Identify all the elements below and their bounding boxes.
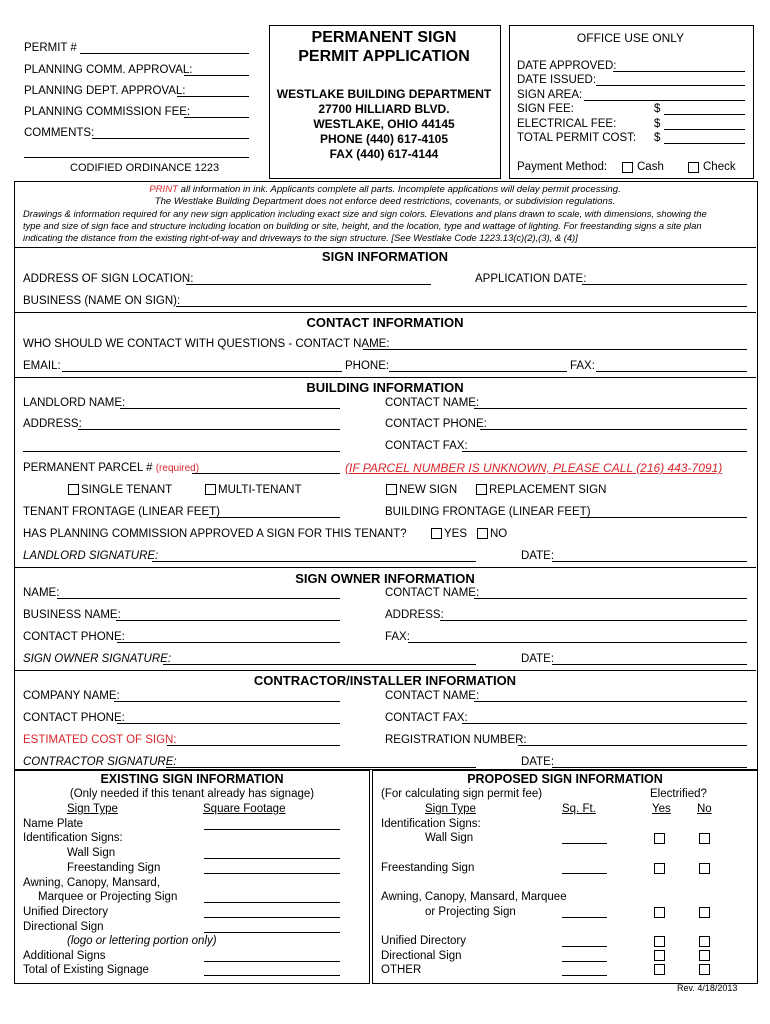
business-name-on-sign-field[interactable]: [176, 306, 747, 307]
existing-sign-subtitle: (Only needed if this tenant already has signage): [69, 788, 315, 800]
divider-building-info: [14, 377, 756, 378]
codified-ordinance: CODIFIED ORDINANCE 1223: [70, 162, 220, 174]
landlord-contact-fax-label: CONTACT FAX:: [385, 440, 468, 452]
owner-address-label: ADDRESS:: [385, 609, 444, 621]
business-name-on-sign-label: BUSINESS (NAME ON SIGN):: [23, 295, 181, 307]
owner-contact-name-label: CONTACT NAME:: [385, 587, 480, 599]
owner-contact-phone-label: CONTACT PHONE:: [23, 631, 125, 643]
sign-fee-label: SIGN FEE:: [517, 103, 574, 115]
check-checkbox[interactable]: [688, 162, 699, 173]
proposed-awning-no-checkbox[interactable]: [699, 907, 710, 918]
print-emphasis: PRINT: [149, 184, 178, 195]
planning-comm-approval-field[interactable]: [184, 75, 249, 76]
existing-unified-directory: Unified Directory: [23, 906, 108, 918]
replacement-sign-checkbox[interactable]: [476, 484, 487, 495]
existing-name-plate-sqft[interactable]: [204, 829, 340, 830]
who-to-contact-field[interactable]: [363, 349, 747, 350]
proposed-wall-sqft[interactable]: [562, 843, 607, 844]
existing-name-plate: Name Plate: [23, 818, 84, 830]
owner-date-label: DATE:: [521, 653, 555, 665]
owner-business-name-label: BUSINESS NAME:: [23, 609, 121, 621]
registration-number-field[interactable]: [518, 745, 747, 746]
landlord-signature-field[interactable]: [152, 561, 476, 562]
sign-info-title: SIGN INFORMATION: [321, 249, 449, 264]
existing-directional-sqft[interactable]: [204, 932, 340, 933]
landlord-name-field[interactable]: [120, 408, 340, 409]
contractor-signature-label: CONTRACTOR SIGNATURE:: [23, 756, 177, 768]
permit-number-label: PERMIT #: [24, 42, 77, 54]
landlord-contact-phone-label: CONTACT PHONE:: [385, 418, 487, 430]
owner-business-name-field[interactable]: [116, 620, 340, 621]
check-label: Check: [703, 161, 736, 173]
proposed-awning-yes-checkbox[interactable]: [654, 907, 665, 918]
new-sign-label: NEW SIGN: [399, 484, 458, 496]
proposed-freestanding-yes-checkbox[interactable]: [654, 863, 665, 874]
proposed-identification: Identification Signs:: [381, 818, 481, 830]
proposed-awning-sqft[interactable]: [562, 917, 607, 918]
application-date-field[interactable]: [582, 284, 747, 285]
sign-address-field[interactable]: [186, 284, 431, 285]
divider-contact-info: [14, 312, 756, 313]
company-name-field[interactable]: [114, 701, 340, 702]
owner-contact-name-field[interactable]: [474, 598, 747, 599]
proposed-other: OTHER: [381, 964, 422, 976]
proposed-col-sign-type: Sign Type: [425, 803, 476, 815]
page-title-line2: PERMIT APPLICATION: [298, 48, 470, 65]
company-name-label: COMPANY NAME:: [23, 690, 120, 702]
proposed-unified-sqft[interactable]: [562, 946, 607, 947]
dept-city: WESTLAKE, OHIO 44145: [313, 117, 455, 131]
owner-date-field[interactable]: [552, 664, 747, 665]
contractor-contact-fax-label: CONTACT FAX:: [385, 712, 468, 724]
office-use-box: [509, 25, 754, 179]
replacement-sign-label: REPLACEMENT SIGN: [489, 484, 607, 496]
owner-name-label: NAME:: [23, 587, 60, 599]
estimated-cost-label: ESTIMATED COST OF SIGN:: [23, 734, 177, 746]
contractor-contact-fax-field[interactable]: [462, 723, 747, 724]
parcel-number-text: PERMANENT PARCEL #: [23, 462, 153, 474]
phone-field[interactable]: [389, 371, 567, 372]
multi-tenant-label: MULTI-TENANT: [218, 484, 302, 496]
phone-label: PHONE:: [345, 360, 390, 372]
proposed-awning-line2: or Projecting Sign: [425, 906, 516, 918]
proposed-directional-sqft[interactable]: [562, 961, 607, 962]
tenant-frontage-field[interactable]: [209, 517, 340, 518]
existing-total-sqft[interactable]: [204, 975, 340, 976]
page-title-line1: PERMANENT SIGN: [311, 29, 457, 46]
planning-commission-fee-label: PLANNING COMMISSION FEE:: [24, 106, 191, 118]
landlord-contact-name-label: CONTACT NAME:: [385, 397, 480, 409]
dept-phone: PHONE (440) 617-4105: [319, 132, 449, 146]
contractor-title: CONTRACTOR/INSTALLER INFORMATION: [253, 673, 517, 688]
existing-col-square-footage: Square Footage: [203, 803, 286, 815]
proposed-freestanding-sqft[interactable]: [562, 873, 607, 874]
landlord-contact-name-field[interactable]: [474, 408, 747, 409]
planning-no-checkbox[interactable]: [477, 528, 488, 539]
landlord-contact-fax-field[interactable]: [462, 451, 747, 452]
comments-field-1[interactable]: [92, 138, 249, 139]
planning-commission-fee-field[interactable]: [184, 117, 249, 118]
proposed-directional-sign: Directional Sign: [381, 950, 462, 962]
proposed-wall-no-checkbox[interactable]: [699, 833, 710, 844]
existing-additional-signs: Additional Signs: [23, 950, 106, 962]
revision-date: Rev. 4/18/2013: [677, 983, 738, 993]
owner-signature-label: SIGN OWNER SIGNATURE:: [23, 653, 172, 665]
electrical-fee-field[interactable]: [664, 129, 745, 130]
sign-fee-dollar: $: [654, 103, 661, 115]
landlord-date-label: DATE:: [521, 550, 555, 562]
parcel-unknown-note: (IF PARCEL NUMBER IS UNKNOWN, PLEASE CALL (216) 443-7091): [345, 461, 723, 475]
comments-field-2[interactable]: [24, 157, 249, 158]
existing-logo-note: (logo or lettering portion only): [67, 935, 217, 947]
existing-directional-sign: Directional Sign: [23, 921, 104, 933]
owner-fax-field[interactable]: [408, 642, 747, 643]
proposed-directional-yes-checkbox[interactable]: [654, 950, 665, 961]
planning-approved-label: HAS PLANNING COMMISSION APPROVED A SIGN FOR THIS TENANT?: [23, 528, 407, 540]
permit-number-field[interactable]: [80, 53, 249, 54]
proposed-other-no-checkbox[interactable]: [699, 964, 710, 975]
divider-sign-info: [14, 247, 756, 248]
proposed-electrified: Electrified?: [650, 788, 707, 800]
landlord-name-label: LANDLORD NAME:: [23, 397, 126, 409]
landlord-address-field-2[interactable]: [23, 451, 340, 452]
total-permit-cost-field[interactable]: [664, 143, 745, 144]
planning-dept-approval-label: PLANNING DEPT. APPROVAL:: [24, 85, 186, 97]
planning-comm-approval-label: PLANNING COMM. APPROVAL:: [24, 64, 193, 76]
date-issued-field[interactable]: [596, 85, 745, 86]
owner-fax-label: FAX:: [385, 631, 410, 643]
existing-unified-directory-sqft[interactable]: [204, 917, 340, 918]
building-info-title: BUILDING INFORMATION: [306, 380, 464, 395]
existing-total-signage: Total of Existing Signage: [23, 964, 149, 976]
date-approved-label: DATE APPROVED:: [517, 60, 617, 72]
planning-yes-label: YES: [444, 528, 468, 540]
owner-signature-field[interactable]: [163, 664, 476, 665]
sign-area-label: SIGN AREA:: [517, 89, 583, 101]
contractor-contact-phone-field[interactable]: [117, 723, 340, 724]
owner-address-field[interactable]: [440, 620, 747, 621]
parcel-number-field[interactable]: [192, 473, 340, 474]
dept-fax: FAX (440) 617-4144: [329, 147, 439, 161]
multi-tenant-checkbox[interactable]: [205, 484, 216, 495]
proposed-freestanding-no-checkbox[interactable]: [699, 863, 710, 874]
fax-field[interactable]: [596, 371, 747, 372]
proposed-directional-no-checkbox[interactable]: [699, 950, 710, 961]
dept-name: WESTLAKE BUILDING DEPARTMENT: [276, 87, 492, 101]
existing-awning-line1: Awning, Canopy, Mansard,: [23, 877, 161, 889]
sign-address-label: ADDRESS OF SIGN LOCATION:: [23, 273, 194, 285]
contractor-date-label: DATE:: [521, 756, 555, 768]
single-tenant-label: SINGLE TENANT: [81, 484, 173, 496]
existing-wall-sign: Wall Sign: [67, 847, 116, 859]
existing-sign-title: EXISTING SIGN INFORMATION: [100, 772, 284, 786]
parcel-number-label: [23, 462, 199, 475]
contractor-contact-phone-label: CONTACT PHONE:: [23, 712, 125, 724]
sign-area-field[interactable]: [584, 100, 745, 101]
planning-dept-approval-field[interactable]: [177, 96, 249, 97]
email-field[interactable]: [62, 371, 342, 372]
building-frontage-label: BUILDING FRONTAGE (LINEAR FEET): [385, 506, 591, 518]
existing-awning-line2: Marquee or Projecting Sign: [38, 891, 178, 903]
proposed-unified-directory: Unified Directory: [381, 935, 466, 947]
proposed-unified-no-checkbox[interactable]: [699, 936, 710, 947]
instructions-line1: [14, 184, 756, 196]
existing-awning-sqft[interactable]: [204, 902, 340, 903]
owner-contact-phone-field[interactable]: [117, 642, 340, 643]
planning-yes-checkbox[interactable]: [431, 528, 442, 539]
date-issued-label: DATE ISSUED:: [517, 74, 597, 86]
contractor-contact-name-field[interactable]: [474, 701, 747, 702]
contact-info-title: CONTACT INFORMATION: [306, 315, 464, 330]
dept-street: 27700 HILLIARD BLVD.: [318, 102, 450, 116]
date-approved-field[interactable]: [613, 71, 745, 72]
landlord-address-label: ADDRESS:: [23, 418, 82, 430]
instructions-line4: type and size of sign face and structure including location on building or site, height, and the location, type and wattage of lighting. For freestanding signs a site plan: [23, 220, 702, 231]
single-tenant-checkbox[interactable]: [68, 484, 79, 495]
cash-checkbox[interactable]: [622, 162, 633, 173]
proposed-sign-title: PROPOSED SIGN INFORMATION: [467, 772, 663, 786]
proposed-subtitle: (For calculating sign permit fee): [381, 788, 543, 800]
proposed-col-yes: Yes: [652, 803, 671, 815]
divider-sign-owner: [14, 567, 756, 568]
proposed-freestanding-sign: Freestanding Sign: [381, 862, 475, 874]
existing-freestanding-sqft[interactable]: [204, 873, 340, 874]
proposed-other-sqft[interactable]: [562, 975, 607, 976]
electrical-fee-label: ELECTRICAL FEE:: [517, 118, 617, 130]
landlord-date-field[interactable]: [552, 561, 747, 562]
existing-col-sign-type: Sign Type: [67, 803, 118, 815]
new-sign-checkbox[interactable]: [386, 484, 397, 495]
payment-method-label: Payment Method:: [517, 161, 608, 173]
proposed-col-sqft: Sq. Ft.: [562, 803, 596, 815]
proposed-awning-line1: Awning, Canopy, Mansard, Marquee: [381, 891, 567, 903]
proposed-wall-yes-checkbox[interactable]: [654, 833, 665, 844]
existing-freestanding-sign: Freestanding Sign: [67, 862, 161, 874]
who-to-contact-label: WHO SHOULD WE CONTACT WITH QUESTIONS - CONTACT NAME:: [23, 338, 390, 350]
landlord-contact-phone-field[interactable]: [480, 429, 747, 430]
total-permit-cost-label: TOTAL PERMIT COST:: [517, 132, 637, 144]
estimated-cost-field[interactable]: [167, 745, 340, 746]
instructions-line5: indicating the distance from the existing right-of-way and driveways to the sign structure. [See Westlake Code 1223.13(c)(2),(3), & (4)]: [23, 232, 578, 243]
existing-additional-sqft[interactable]: [204, 961, 340, 962]
contractor-contact-name-label: CONTACT NAME:: [385, 690, 480, 702]
proposed-unified-yes-checkbox[interactable]: [654, 936, 665, 947]
sign-fee-field[interactable]: [664, 114, 745, 115]
electrical-fee-dollar: $: [654, 118, 661, 130]
tenant-frontage-label: TENANT FRONTAGE (LINEAR FEET): [23, 506, 221, 518]
instructions-line1-text: all information in ink. Applicants complete all parts. Incomplete applications will delay permit processing.: [178, 184, 621, 195]
comments-label: COMMENTS:: [24, 127, 95, 139]
landlord-address-field-1[interactable]: [78, 429, 340, 430]
existing-identification: Identification Signs:: [23, 832, 123, 844]
landlord-signature-label: LANDLORD SIGNATURE:: [23, 550, 159, 562]
total-permit-cost-dollar: $: [654, 132, 661, 144]
sign-owner-title: SIGN OWNER INFORMATION: [295, 571, 475, 586]
planning-no-label: NO: [490, 528, 508, 540]
proposed-wall-sign: Wall Sign: [425, 832, 474, 844]
cash-label: Cash: [637, 161, 664, 173]
email-label: EMAIL:: [23, 360, 61, 372]
instructions-line2: The Westlake Building Department does not enforce deed restrictions, covenants, or subdivision regulations.: [154, 196, 616, 207]
existing-wall-sign-sqft[interactable]: [204, 858, 340, 859]
divider-contractor: [14, 670, 756, 671]
office-use-title: OFFICE USE ONLY: [576, 31, 685, 45]
instructions-line3: Drawings & information required for any new sign application including exact size and sign colors. Elevations and plans drawn to scale, with dimensions, showing the: [23, 208, 707, 219]
building-frontage-field[interactable]: [580, 517, 747, 518]
proposed-other-yes-checkbox[interactable]: [654, 964, 665, 975]
fax-label: FAX:: [570, 360, 595, 372]
registration-number-label: REGISTRATION NUMBER:: [385, 734, 527, 746]
owner-name-field[interactable]: [57, 598, 340, 599]
proposed-col-no: No: [697, 803, 712, 815]
application-date-label: APPLICATION DATE:: [475, 273, 587, 285]
contractor-date-field[interactable]: [552, 767, 747, 768]
contractor-signature-field[interactable]: [166, 767, 476, 768]
parcel-required-note: (required): [155, 463, 200, 474]
